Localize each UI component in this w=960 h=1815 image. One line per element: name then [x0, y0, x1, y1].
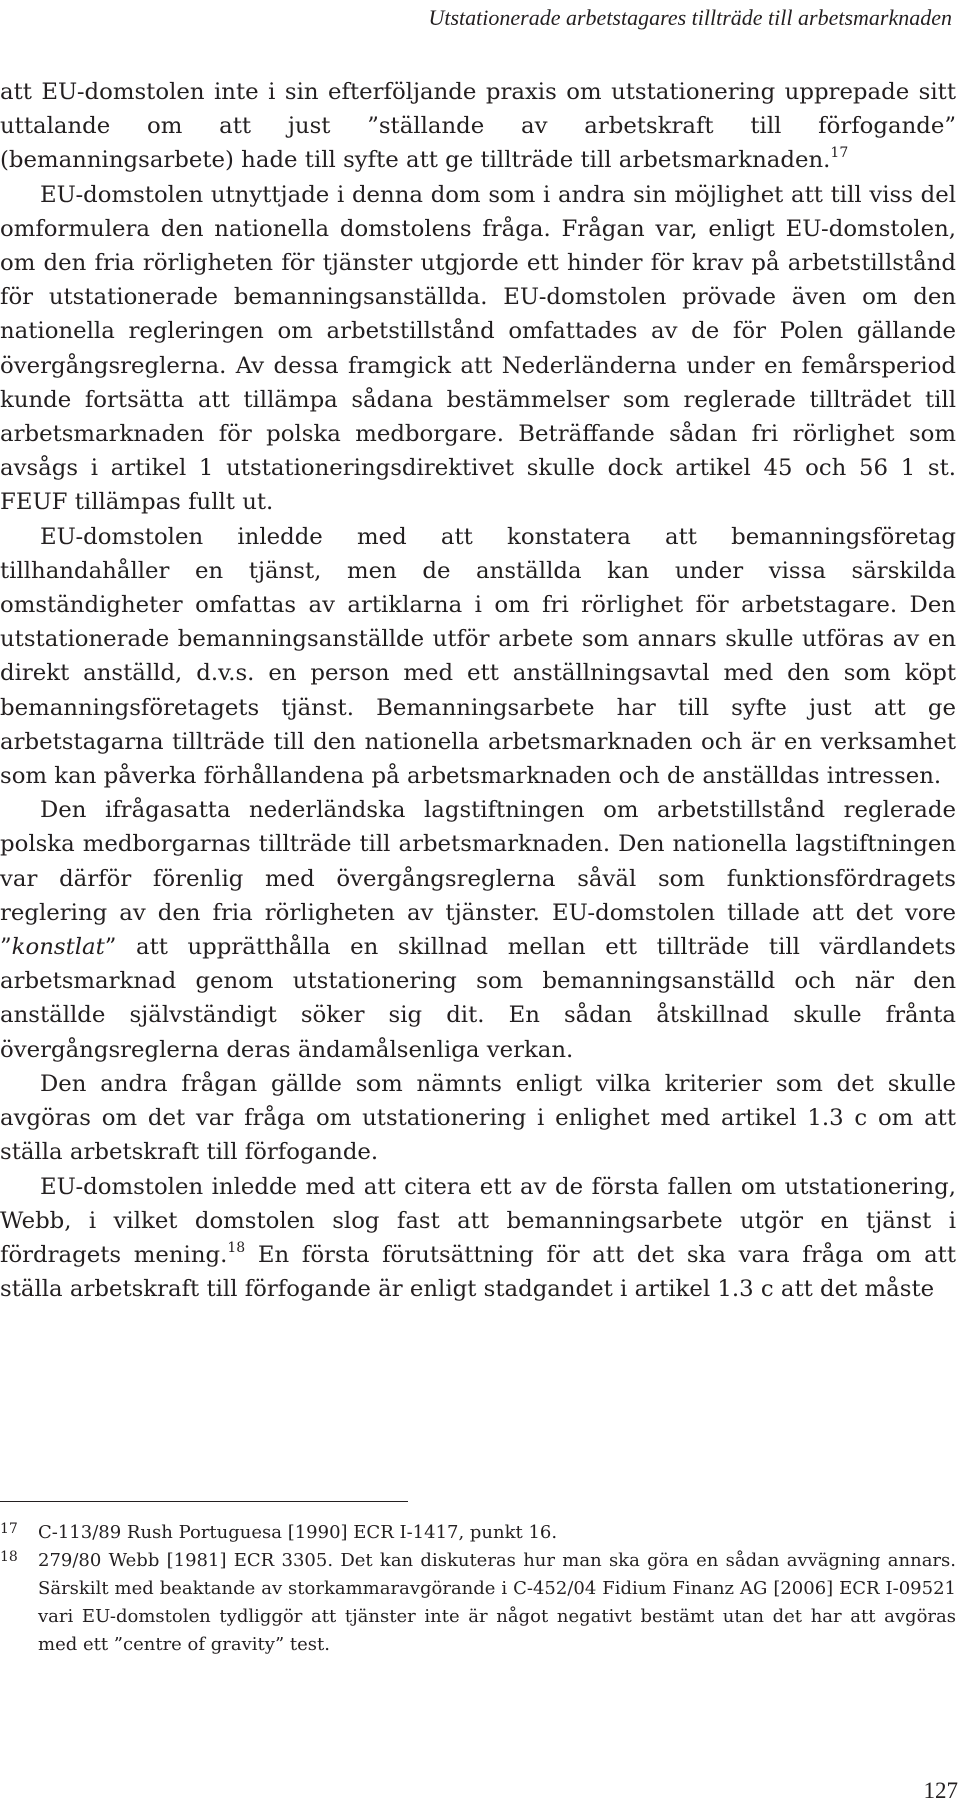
page-number: 127 — [923, 1778, 958, 1803]
footnote-reference-17[interactable]: 17 — [830, 145, 849, 162]
paragraph-4-text-after-italic: ” att upprätthålla en skillnad mellan ett tillträde till värdlandets arbetsmarknad genom utstationering som bemanningsanställd och när den anställde självständigt söker sig dit. En sådan åtskillnad skulle frånta övergångsreglerna deras ändamålsenliga verkan. — [0, 934, 956, 1063]
paragraph-2: EU-domstolen utnyttjade i denna dom som i andra sin möjlighet att till viss del omformulera den nationella domstolens fråga. Frågan var, enligt EU-domstolen, om den fria rörligheten för tjänster utgjorde ett hinder för krav på arbetstillstånd för utstationerade bemanningsanställda. EU-domstolen prövade även om den nationella regleringen om arbetstillstånd omfattades av de för Polen gällande övergångsreglerna. Av dessa framgick att Nederländerna under en femårsperiod kunde fortsätta att tillämpa sådana bestämmelser som reglerade tillträdet till arbetsmarknaden för polska medborgare. Beträffande sådan fri rörlighet som avsågs i artikel 1 utstationeringsdirektivet skulle dock artikel 45 och 56 1 st. FEUF tillämpas fullt ut. — [0, 181, 956, 516]
footnote-number: 18 — [0, 1549, 18, 1565]
paragraph-6-text-after-note: En första förutsättning för att det ska vara fråga om att ställa arbetskraft till förfogande är enligt stadgandet i artikel 1.3 c att det måste — [0, 1241, 956, 1303]
paragraph-1 — [0, 75, 956, 178]
paragraph-4 — [0, 793, 956, 1067]
paragraph-1-text: att EU-domstolen inte i sin efterföljande praxis om utstationering upprepade sitt uttalande om att just ”ställande av arbetskraft till förfogande” (bemanningsarbete) hade till syfte att ge tillträde till arbetsmarknaden. — [0, 79, 956, 174]
paragraph-3: EU-domstolen inledde med att konstatera att bemanningsföretag tillhandahåller en tjänst, men de anställda kan under vissa särskilda omständigheter omfattas av artiklarna i om fri rörlighet för arbetstagare. Den utstationerade bemanningsanställde utför arbete som annars skulle utföras av en direkt anställd, d.v.s. en person med ett anställningsavtal med den som köpt bemanningsföretagets tjänst. Bemanningsarbete har till syfte just att ge arbetstagarna tillträde till den nationella arbetsmarknaden och är en verksamhet som kan påverka förhållandena på arbetsmarknaden och de anställdas intressen. — [0, 523, 956, 790]
footnotes — [0, 1519, 956, 1659]
paragraph-5: Den andra frågan gällde som nämnts enligt vilka kriterier som det skulle avgöras om det var fråga om utstationering i enlighet med artikel 1.3 c om att ställa arbetskraft till förfogande. — [0, 1070, 956, 1166]
footnote-number: 17 — [0, 1521, 18, 1537]
italic-term-konstlat: konstlat — [11, 934, 105, 961]
paragraph-4-text: Den ifrågasatta nederländska lagstiftningen om arbetstillstånd reglerade polska medborgarnas tillträde till arbetsmarknaden. Den nationella lagstiftningen var därför förenlig med övergångsreglerna såväl som funktionsfördragets reglering av den fria rörligheten av tjänster. EU-domstolen tillade att det vore ” — [0, 797, 956, 961]
footnote-reference-18[interactable]: 18 — [227, 1239, 246, 1256]
footnote-18 — [0, 1547, 956, 1659]
footnote-text: C-113/89 Rush Portuguesa [1990] ECR I-1417, punkt 16. — [38, 1522, 558, 1543]
running-header: Utstationerade arbetstagares tillträde till arbetsmarknaden — [428, 5, 952, 30]
body-text — [0, 75, 956, 1306]
paragraph-6-text: EU-domstolen inledde med att citera ett av de första fallen om utstationering, Webb, i vilket domstolen slog fast att bemanningsarbete utgör en tjänst i fördragets mening. — [0, 1173, 956, 1268]
footnote-divider — [0, 1501, 408, 1502]
footnote-text: 279/80 Webb [1981] ECR 3305. Det kan diskuteras hur man ska göra en sådan avvägning annars. Särskilt med beaktande av storkammaravgörande i C-452/04 Fidium Finanz AG [2006] ECR I-09521 vari EU-domstolen tydliggör att tjänster inte är något negativt bestämt utan det har att avgöras med ett ”centre of gravity” test. — [38, 1550, 956, 1655]
paragraph-6 — [0, 1170, 956, 1307]
footnote-17 — [0, 1519, 956, 1547]
